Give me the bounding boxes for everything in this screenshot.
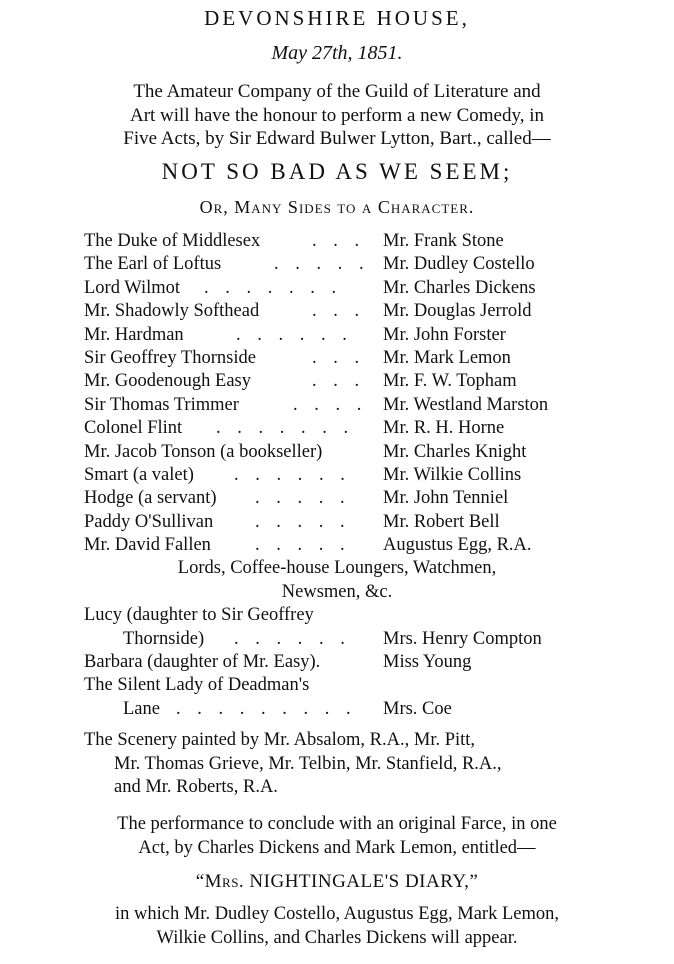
supporting-cast-note xyxy=(0,557,674,604)
cast-actor: Mrs. Henry Compton xyxy=(383,628,542,649)
cast-row xyxy=(84,604,604,627)
cast-row xyxy=(84,534,604,557)
supporting-cast-line: Newsmen, &c. xyxy=(281,581,393,602)
cast-role-continued: Lane xyxy=(123,698,160,719)
leader-dots: . . . . . . . xyxy=(216,418,355,439)
announcement-line: The performance to conclude with an original Farce, in one xyxy=(117,814,557,834)
scenery-credits xyxy=(84,729,502,800)
cast-row xyxy=(84,300,604,323)
intro-paragraph xyxy=(0,80,674,151)
cast-row xyxy=(84,347,604,370)
leader-dots: . . . . . xyxy=(255,488,351,509)
farce-title-main: NIGHTINGALE'S DIARY,” xyxy=(244,871,479,892)
cast-actor: Mr. Frank Stone xyxy=(383,231,504,251)
leader-dots: . . . . . . . xyxy=(204,277,343,298)
cast-role: Hodge (a servant) xyxy=(84,488,217,509)
cast-role: Mr. Jacob Tonson (a bookseller) xyxy=(84,441,323,462)
cast-actor: Mr. Westland Marston xyxy=(383,394,549,415)
cast-row xyxy=(84,230,604,253)
scenery-line: The Scenery painted by Mr. Absalom, R.A., Mr. Pitt, xyxy=(84,730,476,750)
cast-role: Sir Thomas Trimmer xyxy=(84,394,239,415)
play-subtitle: Or, Many Sides to a Character. xyxy=(199,197,475,217)
cast-actor: Miss Young xyxy=(383,652,472,673)
cast-row xyxy=(84,417,604,440)
cast-role: Smart (a valet) xyxy=(84,464,194,485)
cast-actor: Mr. R. H. Horne xyxy=(383,418,505,439)
cast-role: Mr. Shadowly Softhead xyxy=(84,301,260,322)
farce-title xyxy=(0,871,674,893)
cast-row xyxy=(84,511,604,534)
cast-role: Lord Wilmot xyxy=(84,277,181,298)
leader-dots: . . . . . . xyxy=(236,324,353,345)
play-title: NOT SO BAD AS WE SEEM; xyxy=(161,159,513,184)
cast-role-continued: Thornside) xyxy=(123,628,205,649)
leader-dots: . . . . . . xyxy=(234,628,351,649)
cast-row xyxy=(84,277,604,300)
cast-list xyxy=(84,230,604,721)
cast-role: Mr. Goodenough Easy xyxy=(84,371,251,392)
cast-role: Barbara (daughter of Mr. Easy). xyxy=(84,652,321,673)
venue-heading: DEVONSHIRE HOUSE, xyxy=(204,6,470,30)
scenery-line: and Mr. Roberts, R.A. xyxy=(114,777,278,797)
cast-role: The Silent Lady of Deadman's xyxy=(84,675,310,696)
intro-line: Five Acts, by Sir Edward Bulwer Lytton, Bart., called— xyxy=(123,128,551,149)
farce-announcement xyxy=(0,813,674,860)
cast-actor: Mr. Charles Dickens xyxy=(383,277,536,298)
cast-actor: Mr. Charles Knight xyxy=(383,441,527,462)
scenery-line: Mr. Thomas Grieve, Mr. Telbin, Mr. Stanfield, R.A., xyxy=(114,753,502,774)
leader-dots: . . . . xyxy=(293,394,368,415)
closing-line: in which Mr. Dudley Costello, Augustus Egg, Mark Lemon, xyxy=(115,904,559,924)
leader-dots: . . . . . xyxy=(274,254,370,275)
leader-dots: . . . xyxy=(312,301,366,322)
announcement-line: Act, by Charles Dickens and Mark Lemon, entitled— xyxy=(138,837,536,858)
cast-role: Lucy (daughter to Sir Geoffrey xyxy=(84,605,314,626)
cast-role: The Earl of Loftus xyxy=(84,254,222,275)
leader-dots: . . . xyxy=(312,371,366,392)
closing-line: Wilkie Collins, and Charles Dickens will appear. xyxy=(156,927,518,948)
cast-actor: Augustus Egg, R.A. xyxy=(383,535,532,556)
leader-dots: . . . . . xyxy=(255,511,351,532)
cast-row xyxy=(84,253,604,276)
leader-dots: . . . . . . xyxy=(234,464,351,485)
cast-role: Colonel Flint xyxy=(84,418,183,439)
cast-role: Mr. Hardman xyxy=(84,324,184,345)
farce-open-quote: “ xyxy=(195,871,205,892)
leader-dots: . . . . . xyxy=(255,535,351,556)
cast-row xyxy=(84,441,604,464)
cast-row xyxy=(84,674,604,697)
intro-line: Art will have the honour to perform a new Comedy, in xyxy=(129,104,545,126)
cast-role: Paddy O'Sullivan xyxy=(84,511,214,532)
supporting-cast-line: Lords, Coffee-house Loungers, Watchmen, xyxy=(177,558,497,579)
cast-actor: Mr. John Tenniel xyxy=(383,488,509,509)
cast-row xyxy=(84,698,604,721)
leader-dots: . . . xyxy=(312,347,366,368)
cast-actor: Mr. Mark Lemon xyxy=(383,347,511,368)
cast-actor: Mr. Wilkie Collins xyxy=(383,464,522,485)
cast-actor: Mr. John Forster xyxy=(383,324,506,345)
leader-dots: . . . . . . . . . xyxy=(176,698,357,719)
cast-role: Sir Geoffrey Thornside xyxy=(84,347,256,368)
performance-date: May 27th, 1851. xyxy=(271,42,403,64)
cast-row xyxy=(84,628,604,651)
cast-row xyxy=(84,464,604,487)
leader-dots: . . . xyxy=(312,231,366,251)
cast-actor: Mr. Robert Bell xyxy=(383,511,500,532)
cast-role: The Duke of Middlesex xyxy=(84,231,261,251)
cast-actor: Mr. Dudley Costello xyxy=(383,254,535,275)
cast-row xyxy=(84,487,604,510)
cast-actor: Mrs. Coe xyxy=(383,698,452,719)
cast-actor: Mr. Douglas Jerrold xyxy=(383,301,532,322)
cast-row xyxy=(84,394,604,417)
cast-row xyxy=(84,324,604,347)
cast-row xyxy=(84,370,604,393)
cast-actor: Mr. F. W. Topham xyxy=(383,371,517,392)
intro-line: The Amateur Company of the Guild of Literature and xyxy=(133,81,541,102)
closing-note xyxy=(0,903,674,950)
farce-title-prefix: Mrs. xyxy=(204,871,245,892)
cast-row xyxy=(84,651,604,674)
cast-role: Mr. David Fallen xyxy=(84,535,211,556)
